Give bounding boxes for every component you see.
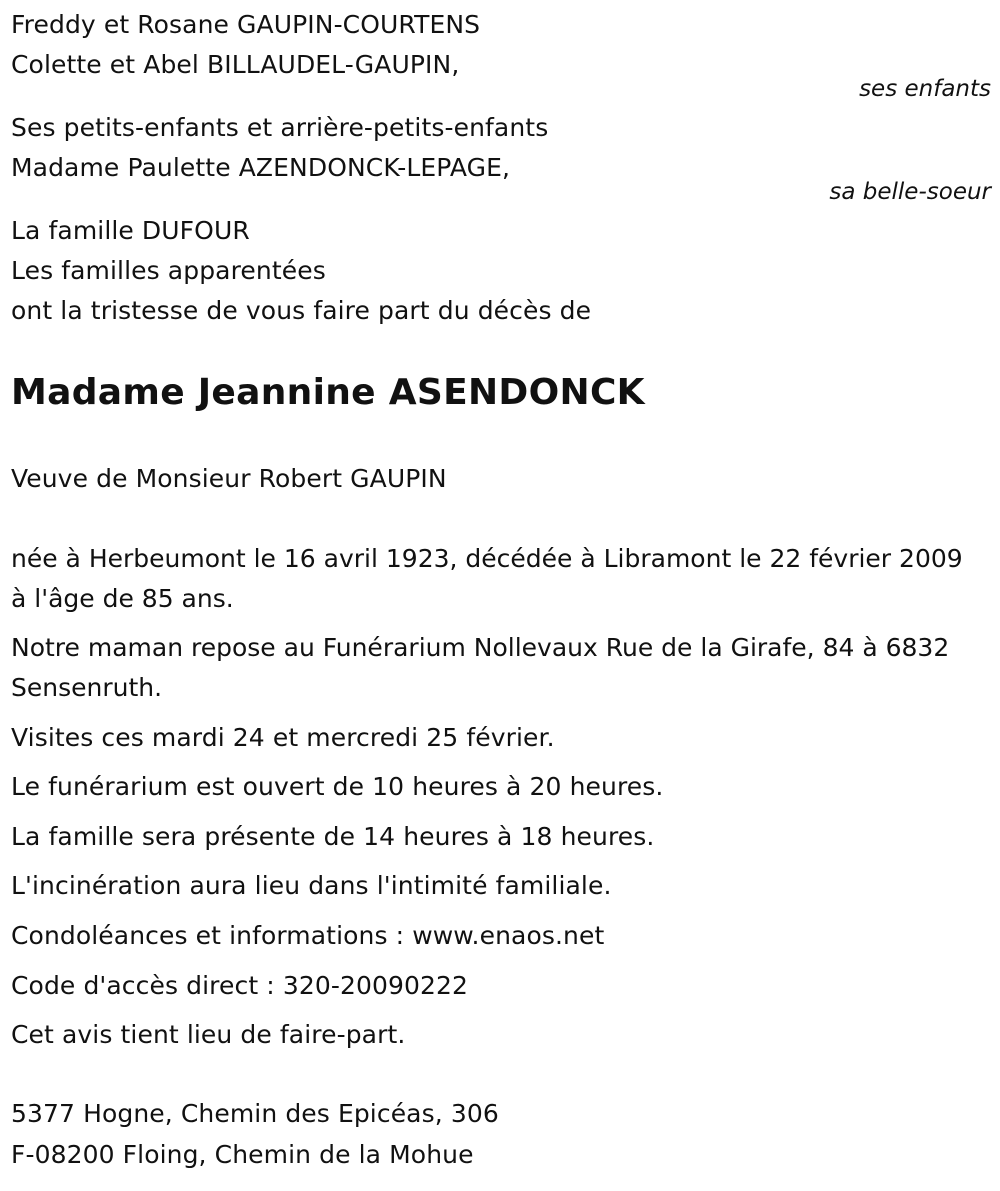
access-code-line: Code d'accès direct : 320-20090222 bbox=[11, 971, 469, 1000]
family-line-1: La famille DUFOUR bbox=[11, 216, 250, 245]
sister-in-law-role: sa belle-soeur bbox=[829, 179, 991, 205]
address-line-2: F-08200 Floing, Chemin de la Mohue bbox=[11, 1140, 474, 1169]
child-line-1: Freddy et Rosane GAUPIN-COURTENS bbox=[11, 10, 481, 39]
family-line-2: Les familles apparentées bbox=[11, 256, 326, 285]
sister-in-law-line: Madame Paulette AZENDONCK-LEPAGE, bbox=[11, 153, 511, 182]
child-line-2: Colette et Abel BILLAUDEL-GAUPIN, bbox=[11, 50, 460, 79]
condolences-line: Condoléances et informations : www.enaos.net bbox=[11, 921, 605, 950]
notice-line: Cet avis tient lieu de faire-part. bbox=[11, 1020, 406, 1049]
deceased-name: Madame Jeannine ASENDONCK bbox=[11, 372, 645, 413]
children-role: ses enfants bbox=[859, 76, 991, 102]
announcement-line: ont la tristesse de vous faire part du décès de bbox=[11, 296, 592, 325]
opening-hours-line: Le funérarium est ouvert de 10 heures à 20 heures. bbox=[11, 772, 664, 801]
widow-line: Veuve de Monsieur Robert GAUPIN bbox=[11, 464, 447, 493]
incineration-line: L'incinération aura lieu dans l'intimité familiale. bbox=[11, 871, 612, 900]
rest-place-paragraph: Notre maman repose au Funérarium Nollevaux Rue de la Girafe, 84 à 6832 Sensenruth. bbox=[11, 633, 950, 702]
grandchildren-line: Ses petits-enfants et arrière-petits-enfants bbox=[11, 113, 549, 142]
address-line-1: 5377 Hogne, Chemin des Epicéas, 306 bbox=[11, 1099, 499, 1128]
visits-line: Visites ces mardi 24 et mercredi 25 février. bbox=[11, 723, 555, 752]
family-presence-line: La famille sera présente de 14 heures à 18 heures. bbox=[11, 822, 655, 851]
birth-death-paragraph: née à Herbeumont le 16 avril 1923, décédée à Libramont le 22 février 2009 à l'âge de 85 ans. bbox=[11, 544, 963, 613]
